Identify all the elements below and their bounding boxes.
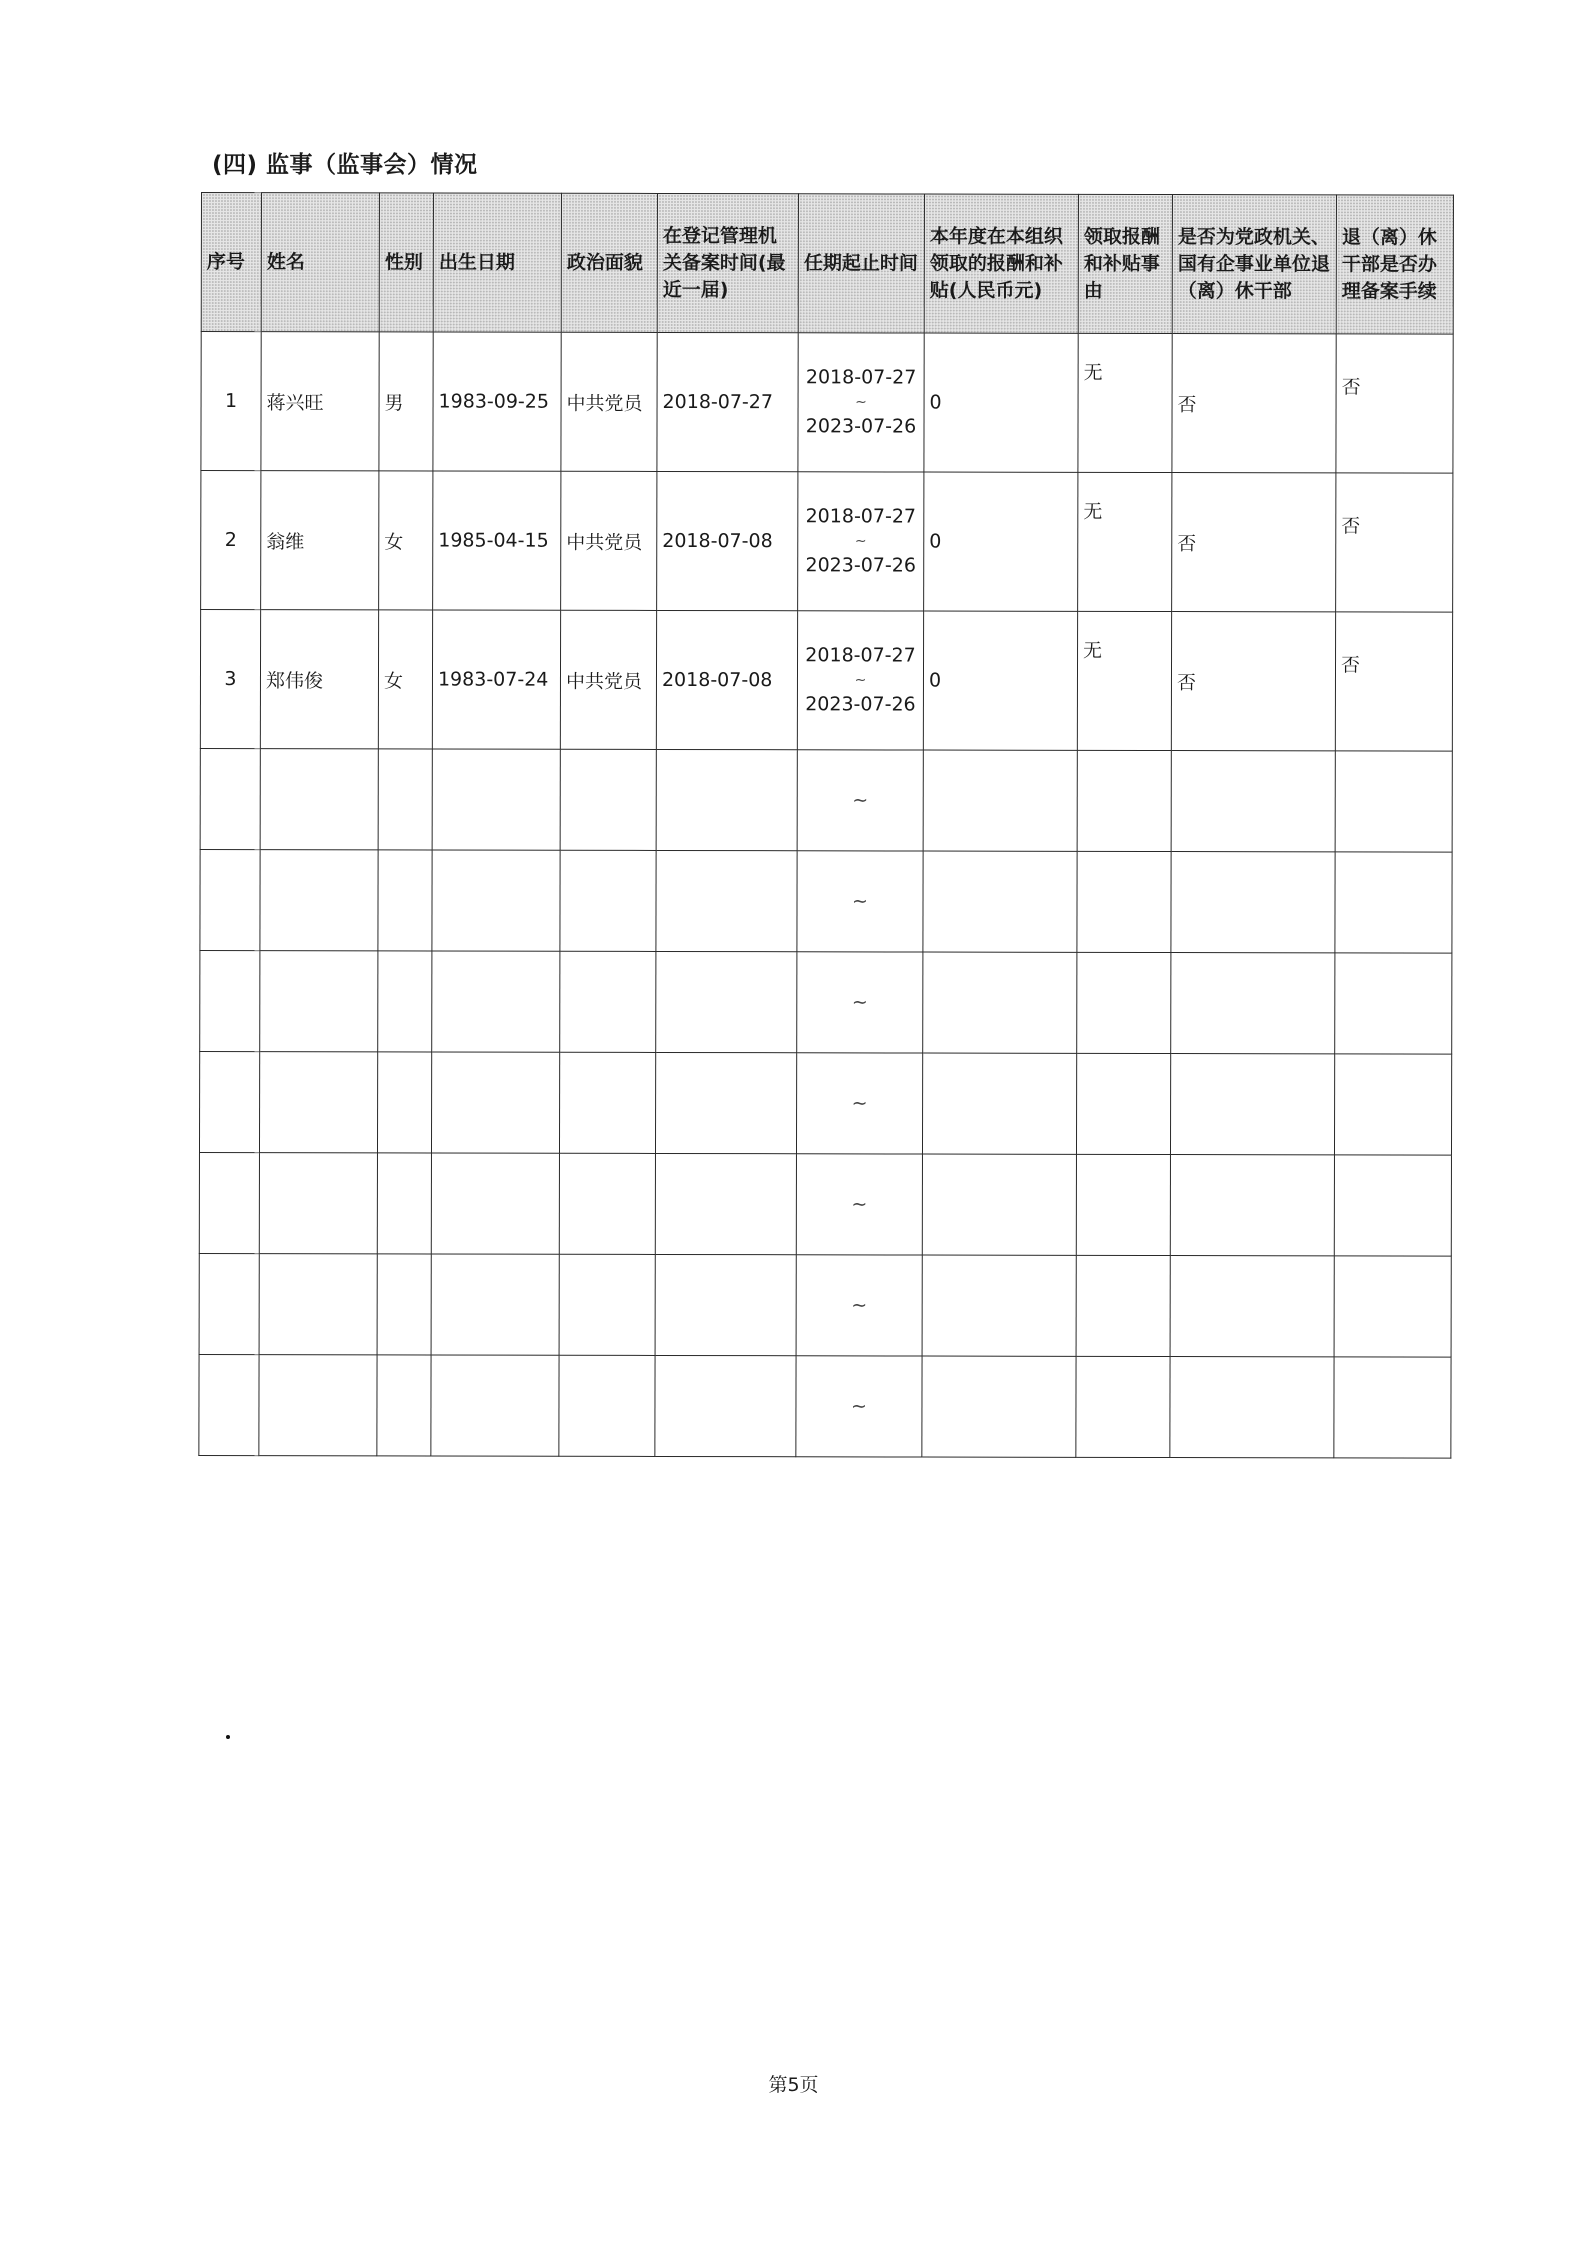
- term-start: 2018-07-27: [805, 644, 916, 667]
- cell-empty: [922, 1053, 1076, 1154]
- cell-empty: [1171, 751, 1335, 852]
- cell-term: [796, 1255, 922, 1356]
- cell-empty: [200, 849, 260, 950]
- page-number: 第5页: [768, 2074, 819, 2096]
- cell-empty: [431, 1153, 559, 1254]
- header-gender: 性别: [379, 193, 433, 332]
- term-separator: ~: [851, 991, 868, 1014]
- cell-term: [797, 750, 923, 851]
- supervisors-table: [198, 192, 1454, 1459]
- table-row: [200, 610, 1452, 752]
- cell-birth-date: 1983-09-25: [433, 332, 561, 471]
- cell-empty: [1170, 1054, 1334, 1155]
- table-row-empty: [199, 1051, 1451, 1155]
- table-row: [201, 471, 1453, 613]
- cell-filing-date: 2018-07-08: [656, 610, 797, 749]
- term-end: 2023-07-26: [805, 554, 916, 577]
- cell-empty: [560, 850, 656, 951]
- cell-empty: [1076, 1154, 1170, 1255]
- cell-empty: [559, 1254, 655, 1355]
- term-separator: ~: [852, 890, 868, 913]
- cell-filing-date: 2018-07-27: [657, 332, 798, 471]
- cell-retired-cadre: 否: [1171, 612, 1335, 751]
- cell-empty: [1076, 1356, 1170, 1457]
- term-separator: ~: [851, 1092, 868, 1115]
- cell-empty: [432, 951, 560, 1052]
- cell-filing-done: 否: [1336, 334, 1453, 473]
- term-separator: ~: [850, 1395, 867, 1418]
- cell-empty: [922, 1255, 1076, 1356]
- cell-empty: [431, 1052, 559, 1153]
- term-end: 2023-07-26: [805, 415, 917, 438]
- table-row-empty: [200, 849, 1452, 953]
- cell-empty: [1334, 1155, 1451, 1256]
- table-row-empty: [200, 748, 1452, 852]
- cell-reason: 无: [1078, 472, 1172, 611]
- cell-empty: [260, 749, 378, 850]
- cell-empty: [431, 1355, 559, 1456]
- header-name: 姓名: [261, 193, 379, 332]
- cell-empty: [432, 749, 560, 850]
- cell-empty: [1335, 953, 1452, 1054]
- table-row-empty: [199, 1152, 1451, 1256]
- header-birth-date: 出生日期: [433, 193, 561, 332]
- cell-empty: [260, 850, 378, 951]
- cell-compensation: 0: [923, 611, 1077, 750]
- cell-empty: [656, 749, 797, 850]
- header-retired-cadre: 是否为党政机关、国有企事业单位退（离）休干部: [1172, 195, 1336, 334]
- cell-empty: [377, 1052, 431, 1153]
- header-reason: 领取报酬和补贴事由: [1078, 194, 1172, 333]
- cell-reason: 无: [1077, 611, 1171, 750]
- cell-term: [796, 1053, 922, 1154]
- cell-term: [797, 611, 923, 750]
- cell-index: 3: [200, 610, 260, 749]
- cell-index: 1: [201, 332, 261, 471]
- cell-empty: [377, 1355, 431, 1456]
- cell-empty: [1335, 751, 1452, 852]
- cell-filing-date: 2018-07-08: [657, 471, 798, 610]
- cell-term: [796, 1356, 922, 1457]
- table-row-empty: [199, 1253, 1451, 1357]
- cell-term: [798, 333, 924, 472]
- cell-empty: [559, 1355, 655, 1456]
- table-row: [201, 332, 1453, 474]
- cell-empty: [199, 1354, 259, 1455]
- term-separator: ~: [851, 1294, 868, 1317]
- cell-political-status: 中共党员: [560, 610, 656, 749]
- cell-empty: [378, 749, 432, 850]
- cell-political-status: 中共党员: [561, 471, 657, 610]
- term-end: 2023-07-26: [805, 693, 916, 716]
- cell-empty: [1334, 1256, 1451, 1357]
- cell-birth-date: 1985-04-15: [433, 471, 561, 610]
- cell-empty: [656, 850, 797, 951]
- cell-empty: [259, 1254, 377, 1355]
- cell-term: [797, 851, 923, 952]
- header-political-status: 政治面貌: [561, 193, 657, 332]
- term-separator: ~: [855, 394, 867, 411]
- cell-empty: [655, 1254, 796, 1355]
- cell-empty: [655, 1153, 796, 1254]
- cell-empty: [655, 1355, 796, 1456]
- term-start: 2018-07-27: [805, 366, 917, 389]
- cell-empty: [923, 851, 1077, 952]
- cell-empty: [259, 1153, 377, 1254]
- header-filing-done: 退（离）休干部是否办理备案手续: [1336, 195, 1453, 334]
- header-index: 序号: [201, 193, 261, 332]
- cell-empty: [200, 748, 260, 849]
- cell-empty: [377, 1254, 431, 1355]
- table-row-empty: [199, 1354, 1451, 1458]
- cell-reason: 无: [1078, 333, 1172, 472]
- cell-compensation: 0: [924, 333, 1078, 472]
- header-term: 任期起止时间: [798, 194, 924, 333]
- cell-empty: [378, 951, 432, 1052]
- cell-empty: [923, 750, 1077, 851]
- cell-retired-cadre: 否: [1172, 334, 1336, 473]
- table-header-row: [201, 193, 1453, 335]
- cell-empty: [1170, 1256, 1334, 1357]
- cell-empty: [1334, 1054, 1451, 1155]
- cell-empty: [431, 1254, 559, 1355]
- cell-birth-date: 1983-07-24: [432, 610, 560, 749]
- cell-empty: [259, 1355, 377, 1456]
- cell-empty: [199, 1152, 259, 1253]
- cell-empty: [655, 1052, 796, 1153]
- term-separator: ~: [854, 672, 867, 689]
- cell-empty: [432, 850, 560, 951]
- cell-empty: [1076, 1255, 1170, 1356]
- cell-term: [796, 1154, 922, 1255]
- cell-name: 翁维: [261, 471, 379, 610]
- cell-empty: [1335, 852, 1452, 953]
- scan-speck: [226, 1735, 230, 1739]
- cell-empty: [560, 951, 656, 1052]
- cell-filing-done: 否: [1335, 612, 1452, 751]
- cell-empty: [200, 950, 260, 1051]
- term-separator: ~: [852, 789, 869, 812]
- cell-compensation: 0: [924, 472, 1078, 611]
- cell-empty: [199, 1253, 259, 1354]
- table-row-empty: [200, 950, 1452, 1054]
- cell-empty: [377, 1153, 431, 1254]
- cell-empty: [923, 952, 1077, 1053]
- cell-term: [797, 952, 923, 1053]
- cell-gender: 男: [379, 332, 433, 471]
- cell-retired-cadre: 否: [1172, 473, 1336, 612]
- cell-empty: [922, 1154, 1076, 1255]
- cell-empty: [199, 1051, 259, 1152]
- term-start: 2018-07-27: [805, 505, 917, 528]
- cell-empty: [260, 951, 378, 1052]
- cell-empty: [1077, 750, 1171, 851]
- cell-empty: [378, 850, 432, 951]
- cell-index: 2: [201, 471, 261, 610]
- cell-term: [798, 472, 924, 611]
- cell-gender: 女: [378, 610, 432, 749]
- cell-empty: [1171, 953, 1335, 1054]
- cell-empty: [1334, 1357, 1451, 1458]
- cell-empty: [1076, 1053, 1170, 1154]
- cell-empty: [1171, 852, 1335, 953]
- cell-name: 蒋兴旺: [261, 332, 379, 471]
- cell-empty: [656, 951, 797, 1052]
- cell-political-status: 中共党员: [561, 332, 657, 471]
- cell-gender: 女: [379, 471, 433, 610]
- section-title: (四) 监事（监事会）情况: [212, 152, 478, 178]
- header-compensation: 本年度在本组织领取的报酬和补贴(人民币元): [924, 194, 1078, 333]
- cell-empty: [1170, 1155, 1334, 1256]
- cell-name: 郑伟俊: [260, 610, 378, 749]
- header-filing-date: 在登记管理机关备案时间(最近一届): [657, 193, 798, 332]
- cell-empty: [1077, 952, 1171, 1053]
- cell-empty: [1077, 851, 1171, 952]
- cell-empty: [1170, 1357, 1334, 1458]
- cell-filing-done: 否: [1336, 473, 1453, 612]
- cell-empty: [922, 1356, 1076, 1457]
- term-separator: ~: [851, 1193, 868, 1216]
- cell-empty: [560, 749, 656, 850]
- cell-empty: [559, 1153, 655, 1254]
- cell-empty: [559, 1052, 655, 1153]
- cell-empty: [259, 1052, 377, 1153]
- term-separator: ~: [854, 533, 867, 550]
